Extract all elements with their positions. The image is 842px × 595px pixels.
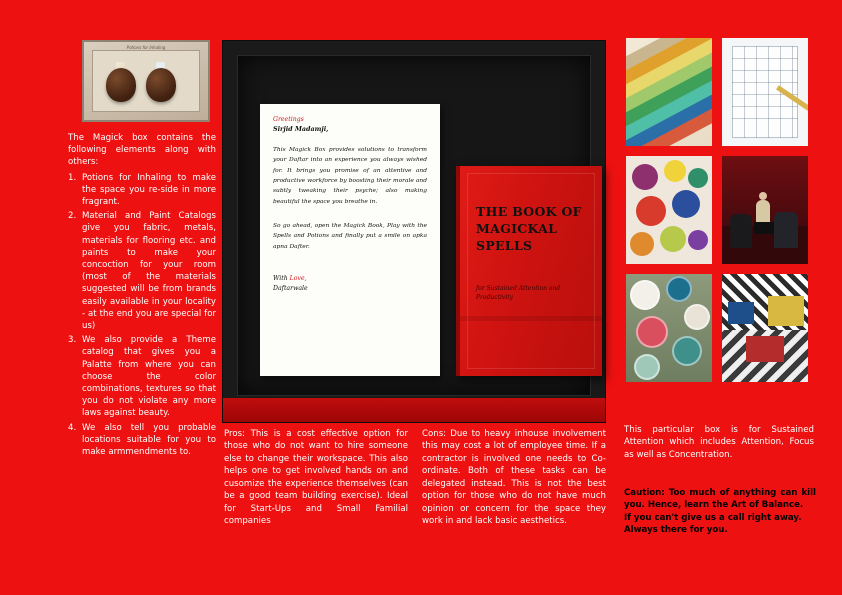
cons-text: Cons: Due to heavy inhouse involvement this may cost a lot of employee time. If a contractor is involved one needs to Co-ordinate. Both of these tasks can be delegated instead. This is not the best option for those who do not have much opinion or concern for the space they work in and lack basic aesthetics. [422, 429, 606, 527]
list-item-text: We also tell you probable locations suitable for you to make armmendments to. [82, 422, 216, 458]
photo-paint-tins [626, 274, 712, 382]
box-base-red [223, 398, 605, 422]
caution-line-1: Caution: Too much of anything can kill you. Hence, learn the Art of Balance. [624, 488, 816, 511]
photo-grid [626, 38, 808, 382]
letter-signature [273, 274, 427, 295]
signature-pre: With [273, 274, 290, 282]
letter-paragraph-1: This Magick Box provides solutions to transform your Daftar into an experience you always wished for. It brings you promise of an attentive and productive workforce by boosting their morale and subtly tweaking their psyche; also making beautiful the space you breathe in. [273, 147, 427, 205]
photo-fabric-swatches [626, 38, 712, 146]
signature-love: Love, [289, 274, 307, 282]
potion-bottle-left [106, 68, 136, 102]
caution-note [624, 482, 816, 537]
list-item [68, 422, 216, 459]
caution-line-3: Always there for you. [624, 525, 728, 536]
book-subtitle: for Sustained Attention and Productivity [476, 285, 561, 301]
left-column [68, 40, 216, 460]
list-item-text: Potions for Inhaling to make the space you re-side in more fragrant. [82, 172, 216, 208]
list-item [68, 334, 216, 419]
list-item [68, 210, 216, 332]
potions-product-photo [82, 40, 210, 122]
caution-line-2: If you can't give us a call right away. [624, 512, 802, 523]
photo-paint-palette [626, 156, 712, 264]
list-item-text: We also provide a Theme catalog that gives you a Palatte from where you can choose the color combinations, textures so that you do not violate any more laws against beauty. [82, 335, 216, 419]
potion-bottle-right [146, 68, 176, 102]
book-band [460, 316, 602, 321]
pros-text: Pros: This is a cost effective option for those who do not want to hire someone else to change their workspace. This also helps one to get involved hands on and cusomize the experience themselves (can be a good team building exercise). Ideal for Start-Ups and Small Familial companies [224, 429, 408, 527]
list-item-number: 1. [68, 172, 77, 183]
spell-book [456, 166, 602, 376]
letter-salutation: Sirjid Madamji, [273, 125, 329, 133]
magick-box [222, 40, 606, 423]
book-title: THE BOOK OF MAGICKAL SPELLS [476, 204, 582, 253]
photo-grid-paper-pencil [722, 38, 808, 146]
box-purpose-note: This particular box is for Sustained Attention which includes Attention, Focus as well as Concentration. [624, 425, 814, 460]
list-item-number: 2. [68, 211, 77, 222]
list-item-number: 4. [68, 422, 77, 433]
box-interior [237, 55, 591, 396]
list-item-number: 3. [68, 335, 77, 346]
photo-dark-red-interior [722, 156, 808, 264]
letter-paragraph-2: So go ahead, open the Magick Book, Play with the Spells and Potions and finally put a smile on apka apna Dafter. [273, 222, 427, 250]
photo-patterned-room [722, 274, 808, 382]
list-item-text: Material and Paint Catalogs give you fabric, metals, materials for flooring etc. and paints to make your concoction for your room (most of the materials suggested will be from brands easily available in your locality - at the end you are special for us) [82, 211, 216, 332]
greeting-letter-card [260, 104, 440, 376]
signature-name: Daftarwale [273, 285, 308, 293]
photo-caption: Potions for Inhaling [126, 45, 166, 50]
left-body-text [68, 132, 216, 458]
list-item [68, 172, 216, 209]
pros-cons-section [224, 428, 606, 528]
left-intro-paragraph: The Magick box contains the following elements along with others: [68, 133, 216, 168]
letter-greeting: Greetings [273, 116, 304, 123]
left-feature-list [68, 172, 216, 459]
